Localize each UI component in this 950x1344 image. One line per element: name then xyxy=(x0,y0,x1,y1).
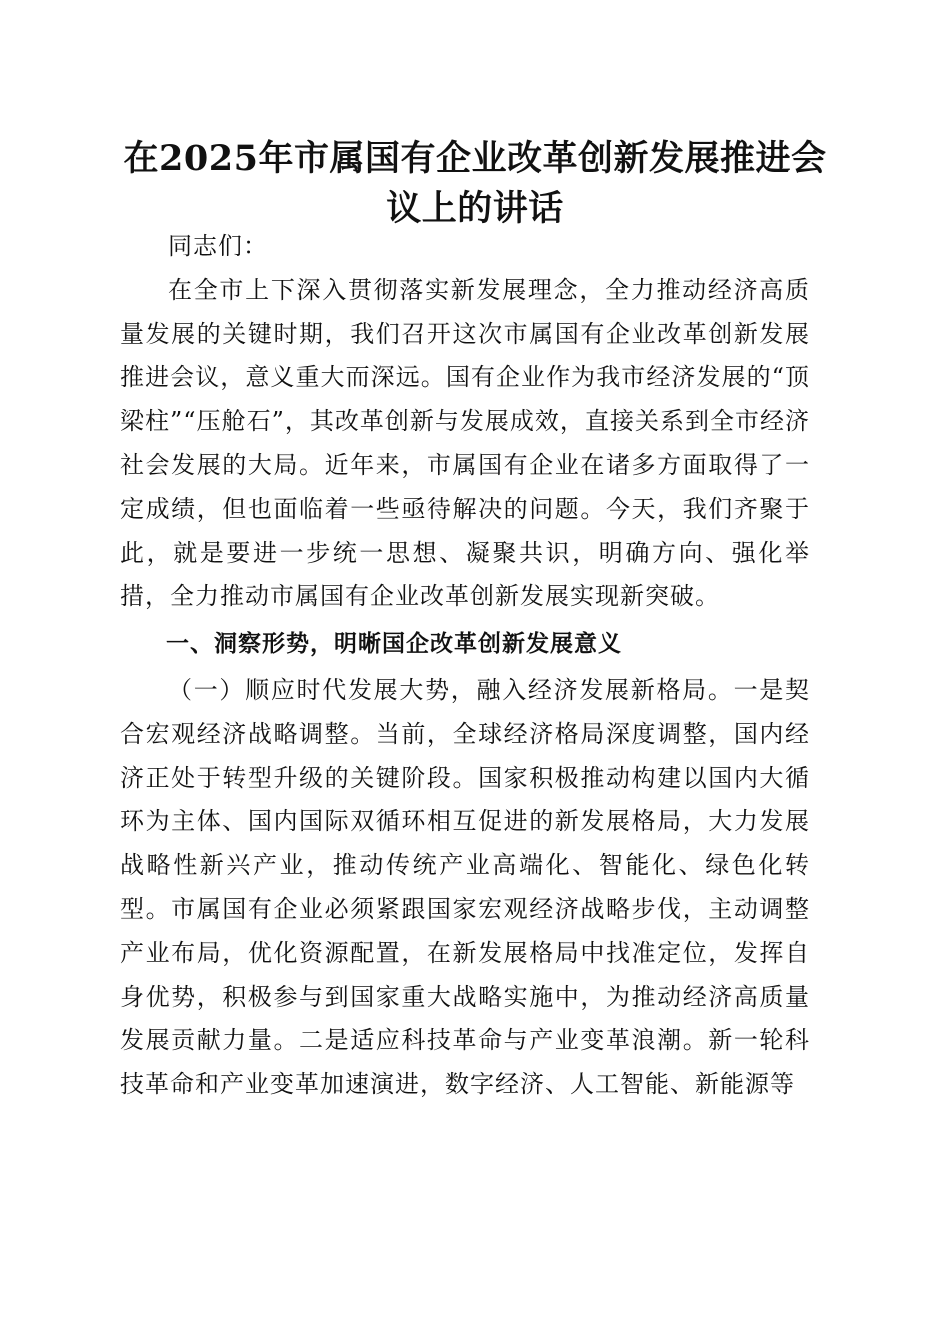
document-title: 在2025年市属国有企业改革创新发展推进会议上的讲话 xyxy=(123,138,827,229)
greeting: 同志们： xyxy=(168,232,268,260)
section-heading: 一、洞察形势，明晰国企改革创新发展意义 xyxy=(166,631,622,658)
subsection-paragraph: （一）顺应时代发展大势，融入经济发展新格局。一是契合宏观经济战略调整。当前，全球经济格局深度调整，国内经济正处于转型升级的关键阶段。国家积极推动构建以国内大循环为主体、国内国际双循环相互促进的新发展格局，大力发展战略性新兴产业，推动传统产业高端化、智能化、绿色化转型。市属国有企业必须紧跟国家宏观经济战略步伐，主动调整产业布局，优化资源配置，在新发展格局中找准定位，发挥自身优势，积极参与到国家重大战略实施中，为推动经济高质量发展贡献力量。二是适应科技革命与产业变革浪潮。新一轮科技革命和产业变革加速演进，数字经济、人工智能、新能源等 xyxy=(120,675,810,1099)
document-body xyxy=(120,225,810,1107)
intro-paragraph: 在全市上下深入贯彻落实新发展理念，全力推动经济高质量发展的关键时期，我们召开这次市属国有企业改革创新发展推进会议，意义重大而深远。国有企业作为我市经济发展的“顶梁柱”“压舱石”，其改革创新与发展成效，直接关系到全市经济社会发展的大局。近年来，市属国有企业在诸多方面取得了一定成绩，但也面临着一些亟待解决的问题。今天，我们齐聚于此，就是要进一步统一思想、凝聚共识，明确方向、强化举措，全力推动市属国有企业改革创新发展实现新突破。 xyxy=(120,275,810,611)
